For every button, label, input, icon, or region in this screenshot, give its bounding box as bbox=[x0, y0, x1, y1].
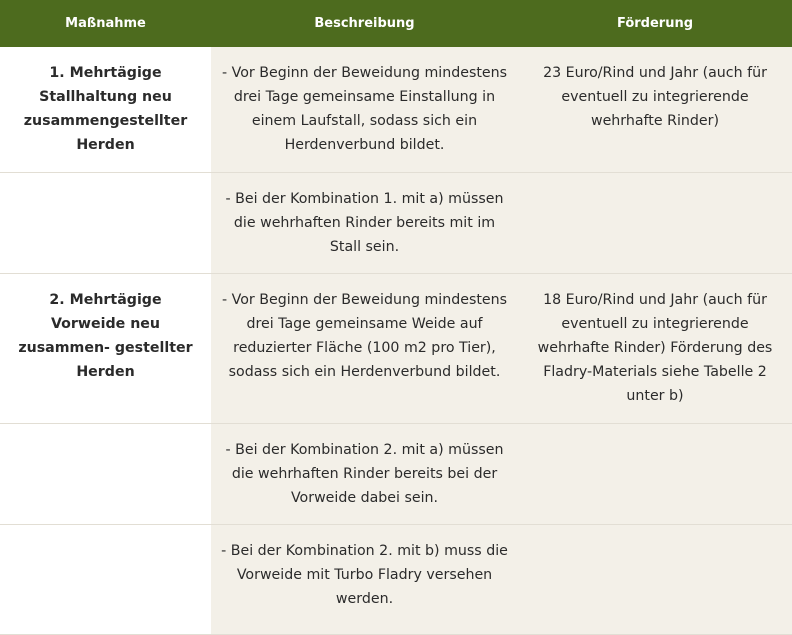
table-row bbox=[0, 173, 792, 274]
cell-text: 2. Mehrtägige Vorweide neu zusammen- gestellter Herden bbox=[18, 292, 193, 380]
cell-massnahme bbox=[0, 47, 211, 173]
cell-beschreibung bbox=[211, 274, 518, 424]
cell-text: - Bei der Kombination 1. mit a) müssen die wehrhaften Rinder bereits mit im Stall sein. bbox=[225, 191, 504, 255]
cell-beschreibung bbox=[211, 173, 518, 274]
cell-text: 18 Euro/Rind und Jahr (auch für eventuell zu integrierende wehrhafte Rinder) Förderung des Fladry-Materials siehe Tabelle 2 unter b) bbox=[537, 292, 773, 404]
cell-foerderung bbox=[518, 274, 792, 424]
table-row bbox=[0, 525, 792, 635]
column-header-massnahme: Maßnahme bbox=[0, 0, 211, 47]
table-row bbox=[0, 47, 792, 173]
cell-foerderung bbox=[518, 424, 792, 525]
table-body bbox=[0, 47, 792, 635]
table-row bbox=[0, 274, 792, 424]
cell-text: - Bei der Kombination 2. mit a) müssen die wehrhaften Rinder bereits bei der Vorweide dabei sein. bbox=[225, 442, 504, 506]
cell-text: - Vor Beginn der Beweidung mindestens drei Tage gemeinsame Weide auf reduzierter Fläche (100 m2 pro Tier), sodass sich ein Herdenverbund bildet. bbox=[221, 292, 508, 380]
table-header bbox=[0, 0, 792, 47]
cell-text: - Bei der Kombination 2. mit b) muss die Vorweide mit Turbo Fladry versehen werden. bbox=[221, 543, 508, 607]
cell-text: 1. Mehrtägige Stallhaltung neu zusammengestellter Herden bbox=[23, 65, 188, 153]
cell-beschreibung bbox=[211, 525, 518, 635]
cell-text: - Vor Beginn der Beweidung mindestens drei Tage gemeinsame Einstallung in einem Laufstall, sodass sich ein Herdenverbund bildet. bbox=[221, 65, 508, 153]
cell-foerderung bbox=[518, 47, 792, 173]
cell-foerderung bbox=[518, 173, 792, 274]
cell-massnahme bbox=[0, 274, 211, 424]
cell-massnahme bbox=[0, 173, 211, 274]
cell-foerderung bbox=[518, 525, 792, 635]
column-header-beschreibung: Beschreibung bbox=[211, 0, 518, 47]
table-row bbox=[0, 424, 792, 525]
cell-text: 23 Euro/Rind und Jahr (auch für eventuell zu integrierende wehrhafte Rinder) bbox=[543, 65, 767, 129]
cell-beschreibung bbox=[211, 424, 518, 525]
cell-massnahme bbox=[0, 525, 211, 635]
cell-massnahme bbox=[0, 424, 211, 525]
cell-beschreibung bbox=[211, 47, 518, 173]
column-header-foerderung: Förderung bbox=[518, 0, 792, 47]
header-row bbox=[0, 0, 792, 47]
